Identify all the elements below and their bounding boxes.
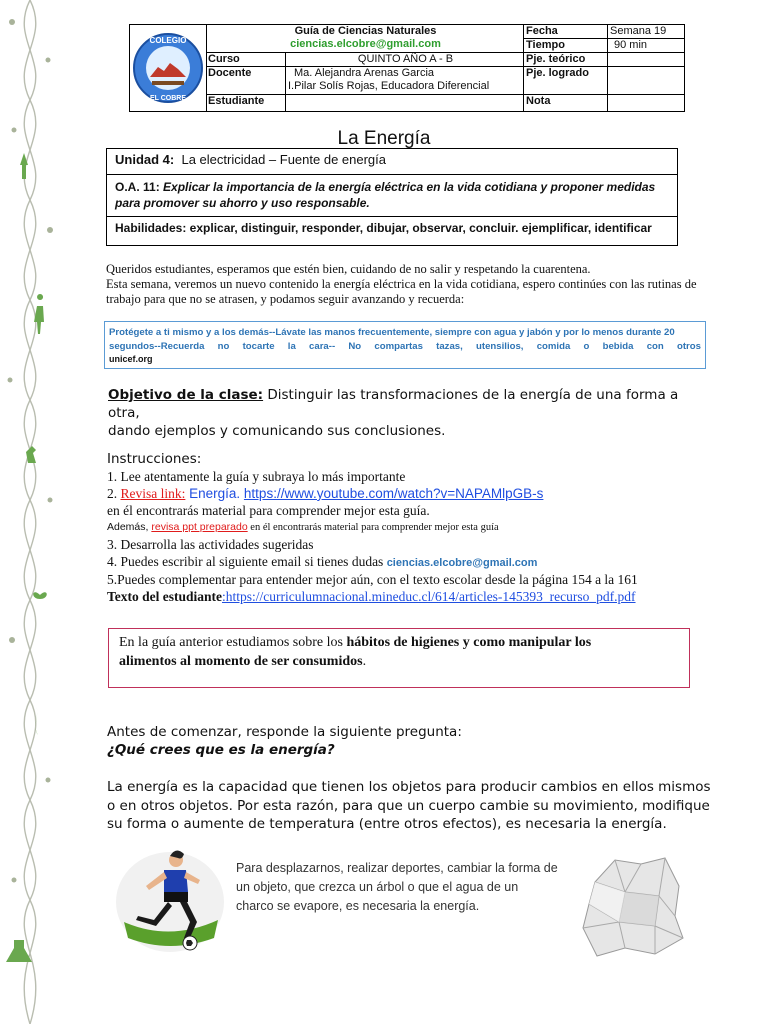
estudiante-field[interactable] (286, 95, 524, 111)
instruction-4: 4. Puedes escribir al siguiente email si tienes dudas ciencias.elcobre@gmail.com (107, 553, 538, 569)
ppt-link[interactable]: revisa ppt preparado (151, 521, 248, 534)
previous-topic-1: hábitos de higienes y como manipular los (346, 635, 592, 650)
fecha-value: Semana 19 (608, 25, 684, 39)
revisa-link-label: Revisa link: (120, 485, 186, 501)
curriculum-link[interactable]: :https://curriculumnacional.mineduc.cl/614/articles-145393_recurso_pdf.pdf (222, 588, 636, 604)
docente-2: I.Pilar Solís Rojas, Educadora Diferencial (288, 80, 490, 92)
instructions-list (107, 469, 727, 605)
soccer-player-image (114, 842, 226, 954)
pje-logrado-label: Pje. logrado (524, 67, 608, 95)
oa-label: O.A. 11: (115, 180, 160, 194)
energy-caption (236, 859, 576, 916)
previous-guide-box: En la guía anterior estudiamos sobre los hábitos de higienes y como manipular los alimentos al momento de ser consumidos. (108, 628, 690, 688)
docente-label: Docente (206, 67, 286, 95)
objective-label: Objetivo de la clase: (108, 387, 264, 403)
plant-icon (20, 153, 28, 179)
question-text: ¿Qué crees que es la energía? (107, 742, 335, 758)
caption-line-3: charco se evapore, es necesaria la energía. (236, 899, 480, 913)
intro-line-3: trabajo para que no se atrasen, y podamos seguir avanzando y recuerda: (106, 292, 465, 306)
health-notice-box (104, 321, 706, 369)
unit-box (106, 148, 678, 246)
instructions-heading: Instrucciones: (107, 451, 202, 467)
docente-1: Ma. Alejandra Arenas Garcia (294, 67, 435, 79)
oa-text-2: para promover su ahorro y uso responsable. (115, 196, 370, 210)
svg-text:EL COBRE: EL COBRE (149, 95, 187, 102)
estudiante-label: Estudiante (206, 95, 286, 111)
page-title: La Energía (337, 128, 431, 149)
butterfly-icon (33, 592, 47, 599)
objective-text-2: dando ejemplos y comunicando sus conclusiones. (108, 423, 446, 439)
objective-block (108, 386, 708, 440)
guide-title-cell (206, 25, 524, 53)
youtube-link[interactable]: https://www.youtube.com/watch?v=NAPAMlpGB-s (243, 485, 544, 501)
habilidades-row: Habilidades: explicar, distinguir, responder, dibujar, observar, concluir. ejemplificar, identificar (115, 221, 652, 235)
definition-line-1: La energía es la capacidad que tienen los objetos para producir cambios en ellos mismos (107, 779, 711, 795)
caption-line-1: Para desplazarnos, realizar deportes, cambiar la forma de (236, 861, 558, 875)
header-email: ciencias.elcobre@gmail.com (290, 38, 441, 50)
energia-label: Energía. (185, 485, 244, 501)
curso-label: Curso (206, 53, 286, 67)
instruction-2: 2. Revisa link: Energía. https://www.youtube.com/watch?v=NAPAMlpGB-s (107, 485, 544, 501)
curso-value: QUINTO AÑO A - B (286, 53, 524, 67)
guide-title: Guía de Ciencias Naturales (294, 25, 437, 37)
pje-logrado-value[interactable] (608, 67, 684, 95)
definition-line-3: su forma o aumente de temperatura (entre otros efectos), es necesaria la energía. (107, 816, 667, 832)
notice-source: unicef.org (109, 354, 153, 364)
intro-paragraph (106, 262, 716, 307)
nota-value[interactable] (608, 95, 684, 111)
ademas-line: Además, revisa ppt preparado en él encontrarás material para comprender mejor esta guía (107, 521, 499, 534)
unit-label: Unidad 4: (115, 152, 175, 167)
pje-teorico-label: Pje. teórico (524, 53, 608, 67)
objective-text-1: Distinguir las transformaciones de la energía de una forma a otra, (108, 387, 679, 421)
pje-teorico-value[interactable] (608, 53, 684, 67)
unit-text: La electricidad – Fuente de energía (181, 152, 386, 167)
decorative-border (0, 0, 62, 1024)
nota-label: Nota (524, 95, 608, 111)
docente-value (286, 67, 524, 95)
header-table (129, 24, 685, 112)
instruction-3: 3. Desarrolla las actividades sugeridas (107, 537, 314, 553)
caption-line-2: un objeto, que crezca un árbol o que el agua de un (236, 880, 519, 894)
instruction-1: 1. Lee atentamente la guía y subraya lo más importante (107, 469, 406, 484)
tiempo-value: 90 min (608, 39, 684, 53)
definition-paragraph (107, 778, 711, 834)
contact-email[interactable]: ciencias.elcobre@gmail.com (386, 556, 538, 569)
oa-row (107, 175, 677, 217)
fecha-label: Fecha (524, 25, 608, 39)
texto-label: Texto del estudiante (107, 588, 223, 604)
svg-text:COLEGIO: COLEGIO (149, 36, 187, 45)
school-logo (130, 25, 207, 111)
oa-text-1: Explicar la importancia de la energía eléctrica en la vida cotidiana y proponer medidas (163, 180, 656, 194)
instruction-2-note: en él encontrarás material para comprender mejor esta guía. (107, 502, 430, 518)
notice-line-2: segundos--Recuerda no tocarte la cara-- No compartas tazas, utensilios, comida o bebida con otros (109, 341, 701, 352)
crumpled-paper-image (575, 852, 687, 960)
notice-line-1: Protégete a ti mismo y a los demás--Lávate las manos frecuentemente, siempre con agua y jabón y por lo menos durante 20 (109, 327, 675, 338)
previous-topic-2: alimentos al momento de ser consumidos (119, 654, 363, 669)
question-block (107, 723, 462, 759)
intro-line-1: Queridos estudiantes, esperamos que estén bien, cuidando de no salir y respetando la cuarentena. (106, 262, 591, 276)
instruction-5: 5.Puedes complementar para entender mejor aún, con el texto escolar desde la página 154 a la 161 (107, 571, 638, 587)
definition-line-2: o en otros objetos. Por esta razón, para que un cuerpo cambie su movimiento, modifique (107, 797, 710, 814)
tiempo-label: Tiempo (524, 39, 608, 53)
unit-row (107, 149, 677, 175)
texto-estudiante-line (107, 589, 727, 606)
intro-line-2: Esta semana, veremos un nuevo contenido la energía eléctrica en la vida cotidiana, espero continúes con las rutinas de (106, 277, 697, 291)
question-intro: Antes de comenzar, responde la siguiente pregunta: (107, 724, 462, 740)
